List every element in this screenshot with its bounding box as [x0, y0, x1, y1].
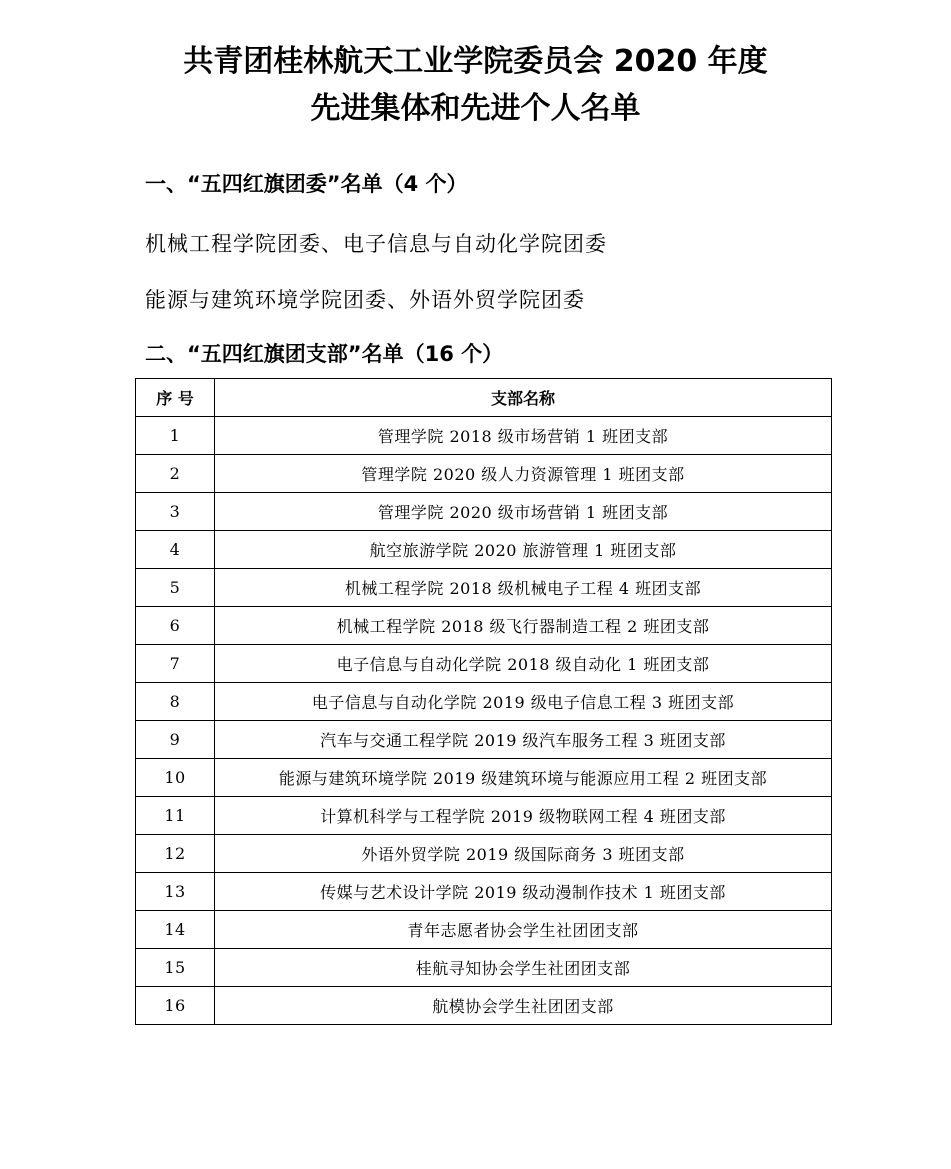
table-row	[136, 949, 832, 987]
table-row	[136, 417, 832, 455]
table-row	[136, 531, 832, 569]
row-branch-name: 传媒与艺术设计学院 2019 级动漫制作技术 1 班团支部	[215, 873, 832, 911]
table-row	[136, 645, 832, 683]
row-number: 6	[136, 607, 215, 645]
table-row	[136, 987, 832, 1025]
row-branch-name: 计算机科学与工程学院 2019 级物联网工程 4 班团支部	[215, 797, 832, 835]
row-number: 5	[136, 569, 215, 607]
row-branch-name: 青年志愿者协会学生社团团支部	[215, 911, 832, 949]
section-2-heading: 二、“五四红旗团支部”名单（16 个）	[145, 342, 504, 366]
row-number: 4	[136, 531, 215, 569]
row-branch-name: 管理学院 2018 级市场营销 1 班团支部	[215, 417, 832, 455]
row-number: 1	[136, 417, 215, 455]
row-number: 2	[136, 455, 215, 493]
table-row	[136, 835, 832, 873]
row-number: 13	[136, 873, 215, 911]
row-branch-name: 电子信息与自动化学院 2019 级电子信息工程 3 班团支部	[215, 683, 832, 721]
section-1-heading: 一、“五四红旗团委”名单（4 个）	[145, 172, 468, 196]
table-row	[136, 569, 832, 607]
row-branch-name: 外语外贸学院 2019 级国际商务 3 班团支部	[215, 835, 832, 873]
table-row	[136, 797, 832, 835]
row-number: 9	[136, 721, 215, 759]
row-number: 8	[136, 683, 215, 721]
row-number: 3	[136, 493, 215, 531]
branch-list-table	[135, 378, 832, 1025]
header-number: 序 号	[136, 379, 215, 417]
table-row	[136, 759, 832, 797]
row-number: 10	[136, 759, 215, 797]
row-branch-name: 管理学院 2020 级人力资源管理 1 班团支部	[215, 455, 832, 493]
row-branch-name: 汽车与交通工程学院 2019 级汽车服务工程 3 班团支部	[215, 721, 832, 759]
row-branch-name: 机械工程学院 2018 级机械电子工程 4 班团支部	[215, 569, 832, 607]
row-branch-name: 航模协会学生社团团支部	[215, 987, 832, 1025]
table-row	[136, 683, 832, 721]
table-row	[136, 873, 832, 911]
header-branch-name: 支部名称	[215, 379, 832, 417]
row-branch-name: 能源与建筑环境学院 2019 级建筑环境与能源应用工程 2 班团支部	[215, 759, 832, 797]
section-1-list-line: 能源与建筑环境学院团委、外语外贸学院团委	[145, 288, 585, 312]
row-number: 7	[136, 645, 215, 683]
table-row	[136, 911, 832, 949]
row-branch-name: 桂航寻知协会学生社团团支部	[215, 949, 832, 987]
row-number: 11	[136, 797, 215, 835]
row-branch-name: 管理学院 2020 级市场营销 1 班团支部	[215, 493, 832, 531]
row-branch-name: 航空旅游学院 2020 旅游管理 1 班团支部	[215, 531, 832, 569]
row-number: 15	[136, 949, 215, 987]
row-branch-name: 机械工程学院 2018 级飞行器制造工程 2 班团支部	[215, 607, 832, 645]
document-title-line-2: 先进集体和先进个人名单	[310, 91, 641, 126]
row-number: 12	[136, 835, 215, 873]
table-row	[136, 455, 832, 493]
document-title-line-1: 共青团桂林航天工业学院委员会 2020 年度	[183, 44, 768, 79]
row-number: 16	[136, 987, 215, 1025]
row-number: 14	[136, 911, 215, 949]
table-header-row	[136, 379, 832, 417]
table-row	[136, 607, 832, 645]
table-row	[136, 493, 832, 531]
row-branch-name: 电子信息与自动化学院 2018 级自动化 1 班团支部	[215, 645, 832, 683]
section-1-list-line: 机械工程学院团委、电子信息与自动化学院团委	[145, 232, 607, 256]
table-row	[136, 721, 832, 759]
